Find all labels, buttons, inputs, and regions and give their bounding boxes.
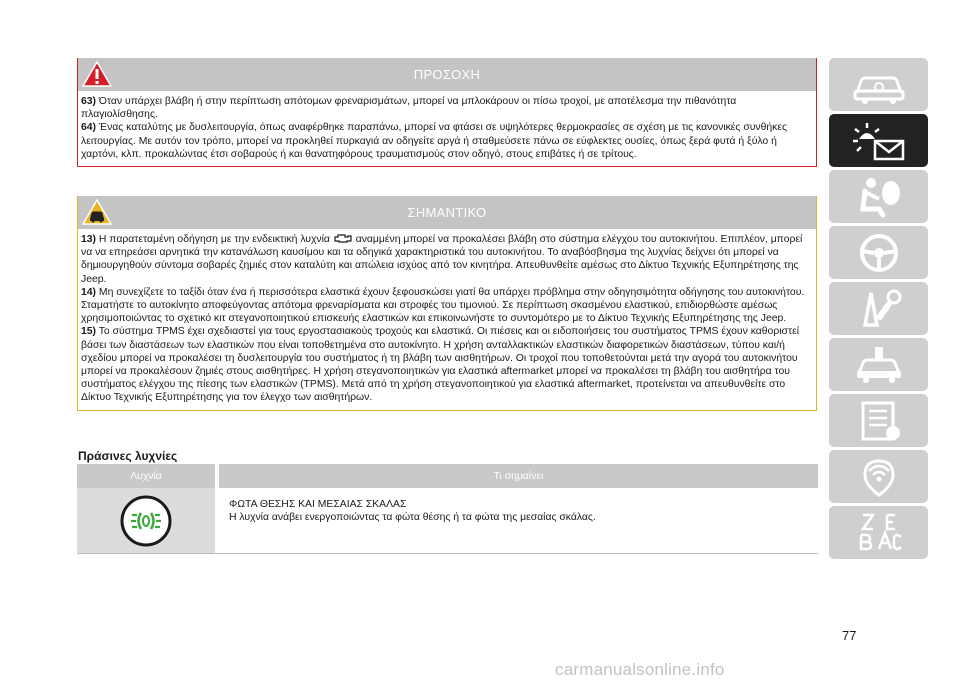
danger-box xyxy=(77,58,817,167)
tab-index[interactable] xyxy=(829,506,928,559)
danger-heading: ΠΡΟΣΟΧΗ xyxy=(413,67,481,82)
item-text: Μη συνεχίζετε το ταξίδι όταν ένα ή περισσότερα ελαστικά έχουν ξεφουσκώσει γιατί θα υπάρχει πρόβλημα στην οδηγησιμότητα οδήγησης του αυτοκινήτου. Σταματήστε το αυτοκίνητο αποφεύγοντας απότομα φρεναρίσματα και στροφές του τιμονιού. Σε περίπτωση σκασμένου ελαστικού, επιδιορθώστε αμέσως χρησιμοποιώντας το σχετικό κιτ στεγανοποιητικού επισκευής ελαστικών και επικοινωνήστε το συντομότερο με το Δίκτυο Τεχνικής Εξυπηρέτησης της Jeep. xyxy=(81,286,805,325)
col-header-meaning: Τι σημαίνει xyxy=(493,470,544,482)
lamp-meaning-cell xyxy=(219,488,818,553)
important-heading: ΣΗΜΑΝΤΙΚΟ xyxy=(407,205,487,220)
item-number: 63) xyxy=(81,96,97,107)
item-text: Το σύστημα TPMS έχει σχεδιαστεί για τους εργοστασιακούς τροχούς και ελαστικά. Οι πιέσεις και οι ειδοποιήσεις του συστήματος TPMS έχουν καθοριστεί βάσει των διαστάσεων των ελαστικών που είναι τοποθετημένα στο αυτοκίνητο. Η χρήση ανταλλακτικών ελαστικών διαφορετικών διαστάσεων, τύπου και/ή σχεδίου μπορεί να προκαλέσει τη δυσλειτουργία του συστήματος ή τη βλάβη των αισθητήρων. Οι τροχοί που τοποθετούνται μετά την αγορά του αυτοκινήτου μπορεί να προκαλέσουν ζημιές στους αισθητήρες. Η χρήση στεγανοποιητικών για ελαστικά aftermarket μπορεί να προκαλέσει τη βλάβη του αισθητήρα του συστήματος ελέγχου της πίεσης των ελαστικών (TPMS). Μετά από τη χρήση στεγανοποιητικού για ελαστικά aftermarket, προτείνεται να απευθυνθείτε στο Δίκτυο Τεχνικής Εξυπηρέτησης για τον έλεγχο των αισθητήρων. xyxy=(81,326,800,404)
important-header xyxy=(78,196,816,229)
important-box xyxy=(77,196,817,411)
page-number: 77 xyxy=(842,628,857,643)
tab-car-dashboard[interactable] xyxy=(829,58,928,111)
important-car-icon xyxy=(82,198,112,226)
tab-emergency[interactable] xyxy=(829,282,928,335)
danger-body xyxy=(78,91,816,166)
car-service-icon xyxy=(849,343,909,387)
tab-multimedia[interactable] xyxy=(829,450,928,503)
item-number: 14) xyxy=(81,286,97,298)
important-item-14 xyxy=(81,286,813,326)
lamp-title: ΦΩΤΑ ΘΕΣΗΣ ΚΑΙ ΜΕΣΑΙΑΣ ΣΚΑΛΑΣ xyxy=(229,499,407,510)
item-text: Ένας καταλύτης με δυσλειτουργία, όπως αναφέρθηκε παραπάνω, μπορεί να φτάσει σε υψηλότερες θερμοκρασίες σε σχέση με τις κανονικές συνθήκες λειτουργίας. Με αυτόν τον τρόπο, μπορεί να προκληθεί πυρκαγιά αν οδηγείτε αργά ή σταθμεύσετε πάνω σε εύφλεκτες ουσίες, όπως ξερά φυτά ή ξύλο ή χαρτόνι, κλπ. προκαλώντας έτσι σοβαρούς ή και θανατηφόρους τραυματισμούς στον οδηγό, στους επιβάτες ή σε τρίτους. xyxy=(81,122,788,160)
airbag-seat-icon xyxy=(849,175,909,219)
lamp-icon-cell xyxy=(77,488,215,553)
car-dashboard-icon xyxy=(849,63,909,107)
table-row xyxy=(77,488,818,553)
tab-safety[interactable] xyxy=(829,170,928,223)
tab-technical-data[interactable] xyxy=(829,394,928,447)
table-bottom-divider xyxy=(77,553,818,554)
item-text: Η παρατεταμένη οδήγηση με την ενδεικτική λυχνία xyxy=(96,234,333,245)
tab-driving[interactable] xyxy=(829,226,928,279)
item-number: 13) xyxy=(81,234,97,245)
index-abc-icon xyxy=(849,511,909,555)
item-number: 15) xyxy=(81,326,97,338)
multimedia-icon xyxy=(849,455,909,499)
important-body xyxy=(78,229,816,410)
lamp-description: Η λυχνία ανάβει ενεργοποιώντας τα φώτα θέσης ή τα φώτα της μεσαίας σκάλας. xyxy=(229,512,596,523)
warning-lights-icon xyxy=(849,119,909,163)
item-text: Όταν υπάρχει βλάβη ή στην περίπτωση απότομων φρεναρισμάτων, μπορεί να μπλοκάρουν οι πίσω τροχοί, με αποτέλεσμα την πιθανότητα πλαγιολίσθησης. xyxy=(81,96,737,121)
danger-item-63 xyxy=(81,95,813,121)
steering-wheel-icon xyxy=(849,231,909,275)
engine-check-icon xyxy=(333,233,353,243)
lamps-section-title: Πράσινες λυχνίες xyxy=(78,449,178,463)
item-text: αναμμένη μπορεί να προκαλέσει βλάβη στο σύστημα ελέγχου του αυτοκινήτου. Επιπλέον, μπορεί να να επηρεάσει αρνητικά την κατανάλωση καυσίμου και τα οδηγικά χαρακτηριστικά του αυτοκινήτου. Το αναβόσβησμα της λυχνίας δείχνει ότι μπορεί να δημιουργηθούν σύντομα σοβαρές ζημιές στον καταλύτη και απώλεια ισχύος από τον κινητήρα. Απευθυνθείτε αμέσως στο Δίκτυο Τεχνικής Εξυπηρέτησης της Jeep. xyxy=(81,234,803,285)
item-number: 64) xyxy=(81,122,97,134)
tab-warning-lights[interactable] xyxy=(829,114,928,167)
important-item-15 xyxy=(81,325,813,404)
lamps-table-header xyxy=(77,464,818,488)
important-item-13 xyxy=(81,233,813,286)
col-header-lamp: Λυχνία xyxy=(130,470,162,482)
danger-header xyxy=(78,58,816,91)
emergency-triangle-icon xyxy=(849,287,909,331)
side-lights-icon xyxy=(120,495,172,547)
technical-data-icon xyxy=(849,399,909,443)
tab-service[interactable] xyxy=(829,338,928,391)
chapter-tab-rail xyxy=(829,58,928,562)
danger-triangle-icon xyxy=(82,60,112,88)
watermark: carmanualsonline.info xyxy=(555,660,725,679)
lamps-table xyxy=(77,464,818,553)
danger-item-64 xyxy=(81,121,813,161)
